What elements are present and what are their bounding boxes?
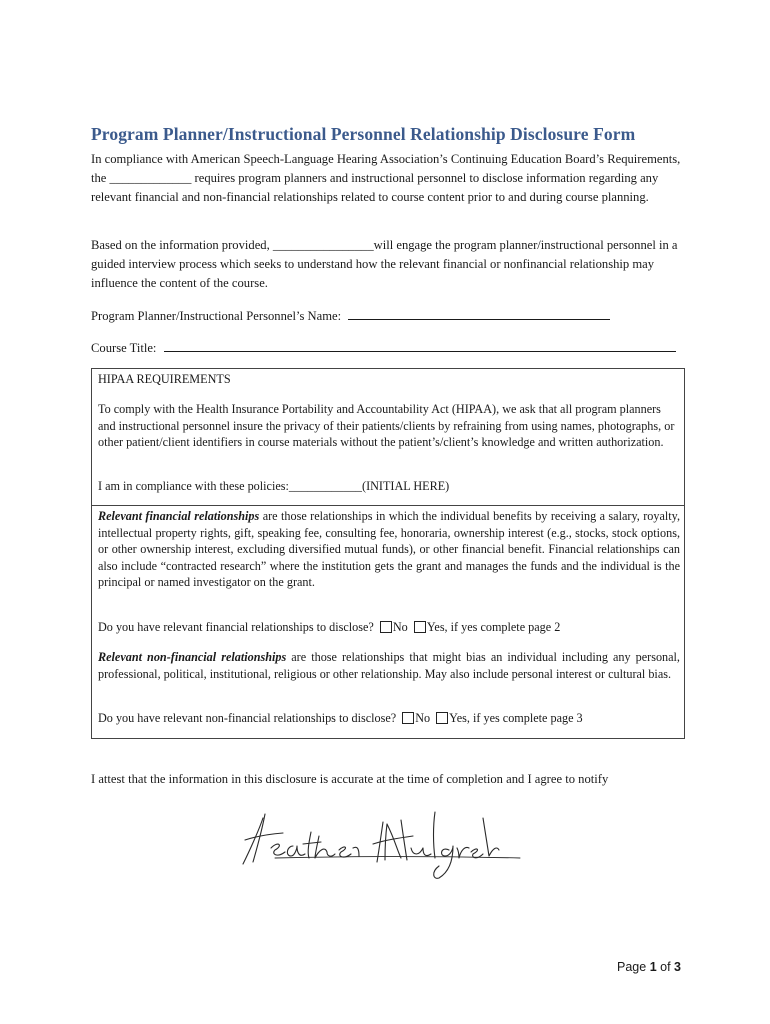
nonfinancial-definition-text: are those relationships that might bias an individual including any personal, professional, political, institutional, religious or other relationship. May also include personal interest or cultural bias. — [98, 650, 680, 681]
attestation-text: I attest that the information in this disclosure is accurate at the time of completion and I agree to notify — [91, 772, 609, 786]
financial-question-row — [98, 619, 680, 636]
financial-no-checkbox[interactable] — [380, 621, 392, 633]
nonfinancial-definition — [98, 649, 680, 682]
nonfinancial-term: Relevant non-financial relationships — [98, 650, 287, 664]
course-title-label: Course Title: — [91, 341, 157, 355]
nonfinancial-no-checkbox[interactable] — [402, 712, 414, 724]
hipaa-heading: HIPAA REQUIREMENTS — [98, 372, 231, 386]
signature-image — [235, 800, 535, 890]
personnel-name-label: Program Planner/Instructional Personnel’s Name: — [91, 309, 342, 323]
financial-term: Relevant financial relationships — [98, 509, 260, 523]
nonfinancial-no-label: No — [415, 711, 431, 725]
footer-current-page: 1 — [649, 960, 657, 974]
financial-question: Do you have relevant financial relationships to disclose? — [98, 620, 374, 634]
intro-paragraph: In compliance with American Speech-Language Hearing Association’s Continuing Education Board’s Requirements, the _____________ requires program planners and instructional personnel to disclose information regarding any relevant financial and non-financial relationships related to course content prior to and during course planning. — [91, 152, 681, 204]
interview-paragraph: Based on the information provided, ________________will engage the program planner/instructional personnel in a guided interview process which seeks to understand how the relevant financial or nonfinancial relationship may influence the content of the course. — [91, 238, 678, 290]
course-title-blank[interactable] — [164, 338, 676, 352]
nonfinancial-question-row — [98, 710, 680, 727]
financial-yes-label: Yes, if yes complete page 2 — [426, 620, 561, 634]
course-title-field[interactable] — [91, 338, 676, 356]
form-title: Program Planner/Instructional Personnel Relationship Disclosure Form — [91, 124, 636, 144]
requirements-box — [91, 368, 685, 739]
financial-yes-checkbox[interactable] — [414, 621, 426, 633]
box-divider — [92, 505, 684, 506]
hipaa-compliance-line[interactable]: I am in compliance with these policies:____________(INITIAL HERE) — [98, 479, 450, 493]
footer-total-pages: 3 — [674, 960, 681, 974]
personnel-name-blank[interactable] — [348, 306, 610, 320]
financial-definition-text: are those relationships in which the individual benefits by receiving a salary, royalty, intellectual property rights, gift, speaking fee, consulting fee, honoraria, ownership interest (e.g., stocks, stock options, or other ownership interest, excluding diversified mutual funds), or other financial benefit. Financial relationships can also include “contracted research” where the institution gets the grant and manages the funds and the individual is the principal or named investigator on the grant. — [98, 509, 680, 590]
footer-of-word: of — [660, 960, 671, 974]
financial-no-label: No — [392, 620, 408, 634]
footer-page-word: Page — [617, 960, 647, 974]
hipaa-text: To comply with the Health Insurance Portability and Accountability Act (HIPAA), we ask that all program planners and instructional personnel insure the privacy of their patients/clients by refraining from using names, photographs, or other patient/client identifiers in course materials without the patient’s/client’s knowledge and written authorization. — [98, 402, 675, 450]
page-footer — [617, 960, 681, 974]
nonfinancial-yes-label: Yes, if yes complete page 3 — [449, 711, 583, 725]
nonfinancial-yes-checkbox[interactable] — [436, 712, 448, 724]
nonfinancial-question: Do you have relevant non-financial relationships to disclose? — [98, 711, 397, 725]
financial-definition — [98, 508, 680, 591]
personnel-name-field[interactable] — [91, 306, 610, 324]
